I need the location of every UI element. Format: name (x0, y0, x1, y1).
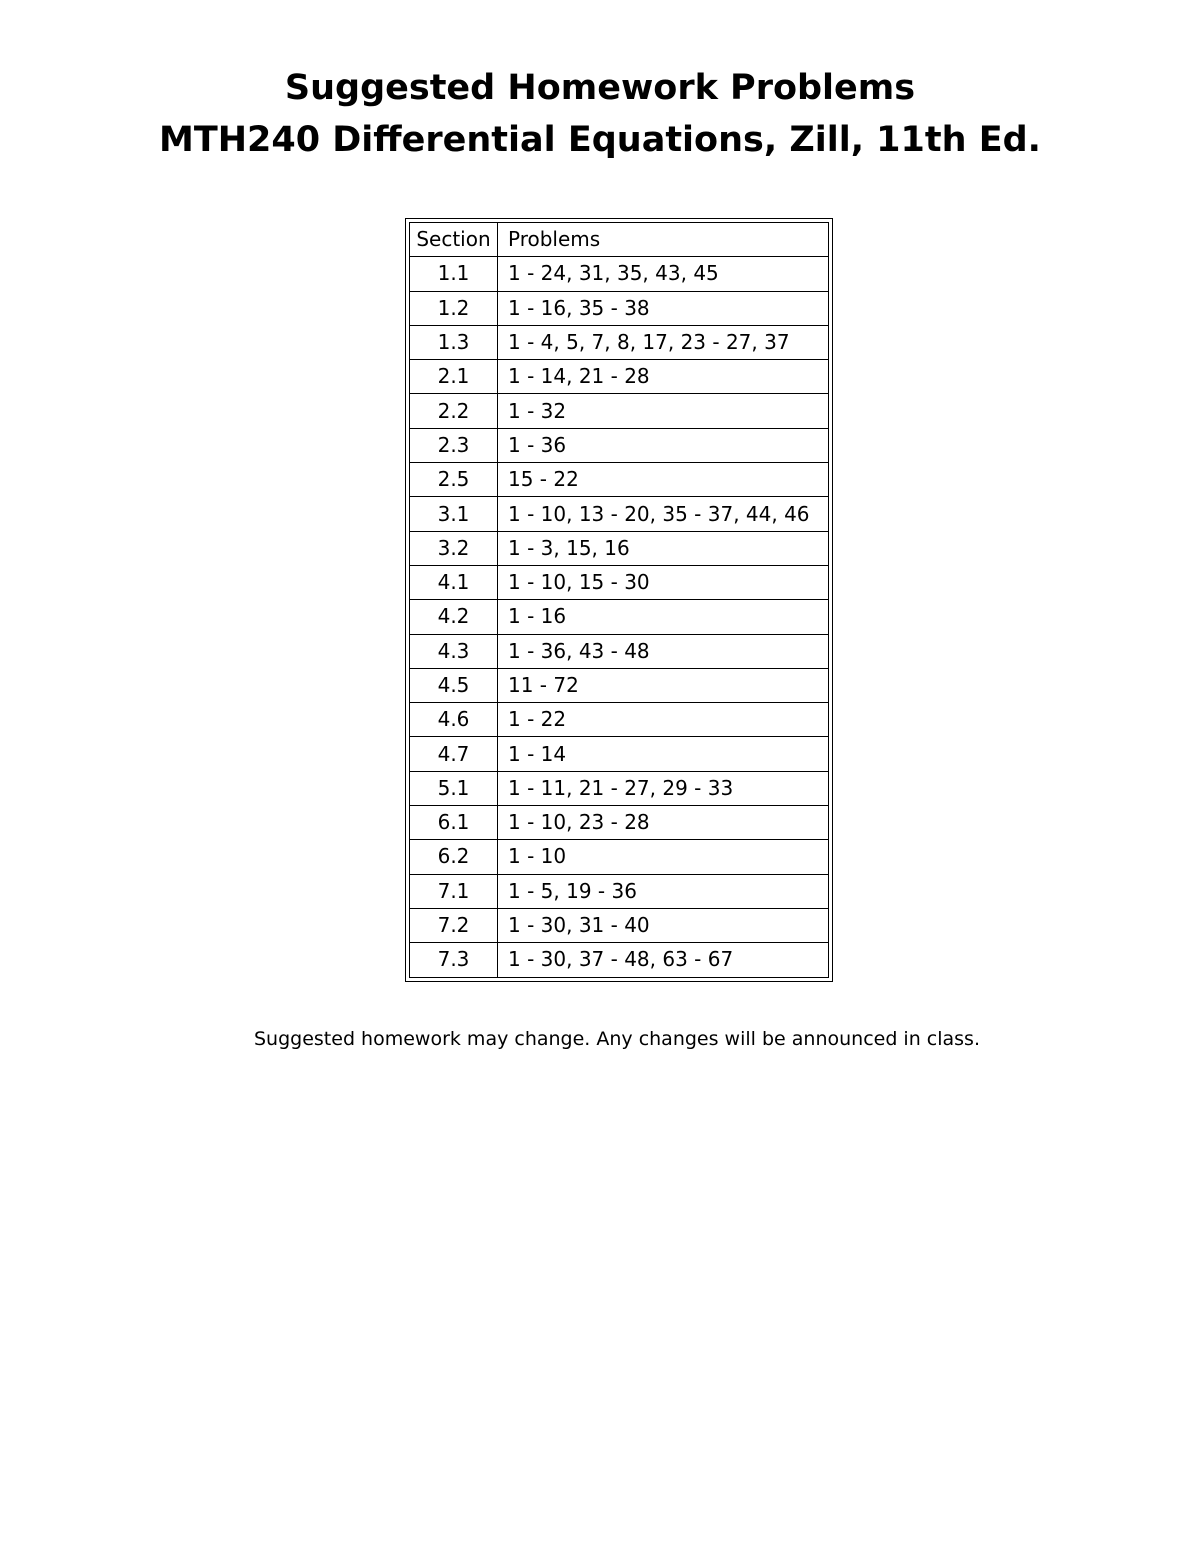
section-cell: 7.3 (410, 943, 498, 977)
problems-cell: 1 - 14, 21 - 28 (498, 360, 829, 394)
footer-note: Suggested homework may change. Any changes will be announced in class. (254, 1028, 980, 1050)
section-cell: 1.1 (410, 257, 498, 291)
section-cell: 6.1 (410, 806, 498, 840)
section-cell: 7.2 (410, 908, 498, 942)
section-cell: 2.2 (410, 394, 498, 428)
table-row (410, 325, 829, 359)
table-row (410, 771, 829, 805)
section-cell: 5.1 (410, 771, 498, 805)
column-header-problems: Problems (498, 223, 829, 257)
problems-cell: 1 - 24, 31, 35, 43, 45 (498, 257, 829, 291)
problems-cell: 1 - 32 (498, 394, 829, 428)
problems-cell: 1 - 10 (498, 840, 829, 874)
problems-cell: 15 - 22 (498, 463, 829, 497)
table-row (410, 531, 829, 565)
page-title: Suggested Homework Problems (284, 68, 916, 108)
table-row (410, 806, 829, 840)
section-cell: 4.5 (410, 668, 498, 702)
problems-cell: 1 - 14 (498, 737, 829, 771)
problems-cell: 1 - 4, 5, 7, 8, 17, 23 - 27, 37 (498, 325, 829, 359)
section-cell: 3.2 (410, 531, 498, 565)
section-cell: 4.6 (410, 703, 498, 737)
table-row (410, 428, 829, 462)
table-header-row (410, 223, 829, 257)
section-cell: 4.7 (410, 737, 498, 771)
table-row (410, 257, 829, 291)
table-row (410, 874, 829, 908)
table-row (410, 497, 829, 531)
problems-cell: 1 - 10, 15 - 30 (498, 565, 829, 599)
page-subtitle: MTH240 Differential Equations, Zill, 11th Ed. (159, 120, 1041, 160)
table-row (410, 668, 829, 702)
table-row (410, 394, 829, 428)
problems-cell: 1 - 11, 21 - 27, 29 - 33 (498, 771, 829, 805)
section-cell: 2.3 (410, 428, 498, 462)
column-header-section: Section (410, 223, 498, 257)
section-cell: 2.1 (410, 360, 498, 394)
problems-cell: 1 - 16, 35 - 38 (498, 291, 829, 325)
problems-cell: 1 - 22 (498, 703, 829, 737)
section-cell: 2.5 (410, 463, 498, 497)
table-row (410, 360, 829, 394)
problems-cell: 1 - 10, 13 - 20, 35 - 37, 44, 46 (498, 497, 829, 531)
table-row (410, 703, 829, 737)
problems-cell: 11 - 72 (498, 668, 829, 702)
problems-cell: 1 - 30, 37 - 48, 63 - 67 (498, 943, 829, 977)
table-row (410, 463, 829, 497)
table-row (410, 634, 829, 668)
table-row (410, 737, 829, 771)
problems-cell: 1 - 10, 23 - 28 (498, 806, 829, 840)
section-cell: 4.1 (410, 565, 498, 599)
table-row (410, 908, 829, 942)
problems-cell: 1 - 5, 19 - 36 (498, 874, 829, 908)
section-cell: 4.3 (410, 634, 498, 668)
problems-cell: 1 - 30, 31 - 40 (498, 908, 829, 942)
table-row (410, 840, 829, 874)
table-row (410, 600, 829, 634)
problems-cell: 1 - 36, 43 - 48 (498, 634, 829, 668)
section-cell: 6.2 (410, 840, 498, 874)
homework-table (409, 222, 829, 978)
section-cell: 4.2 (410, 600, 498, 634)
section-cell: 1.3 (410, 325, 498, 359)
table-row (410, 291, 829, 325)
table-row (410, 565, 829, 599)
problems-cell: 1 - 36 (498, 428, 829, 462)
section-cell: 3.1 (410, 497, 498, 531)
section-cell: 1.2 (410, 291, 498, 325)
problems-cell: 1 - 16 (498, 600, 829, 634)
homework-table-frame (405, 218, 833, 982)
problems-cell: 1 - 3, 15, 16 (498, 531, 829, 565)
section-cell: 7.1 (410, 874, 498, 908)
table-row (410, 943, 829, 977)
